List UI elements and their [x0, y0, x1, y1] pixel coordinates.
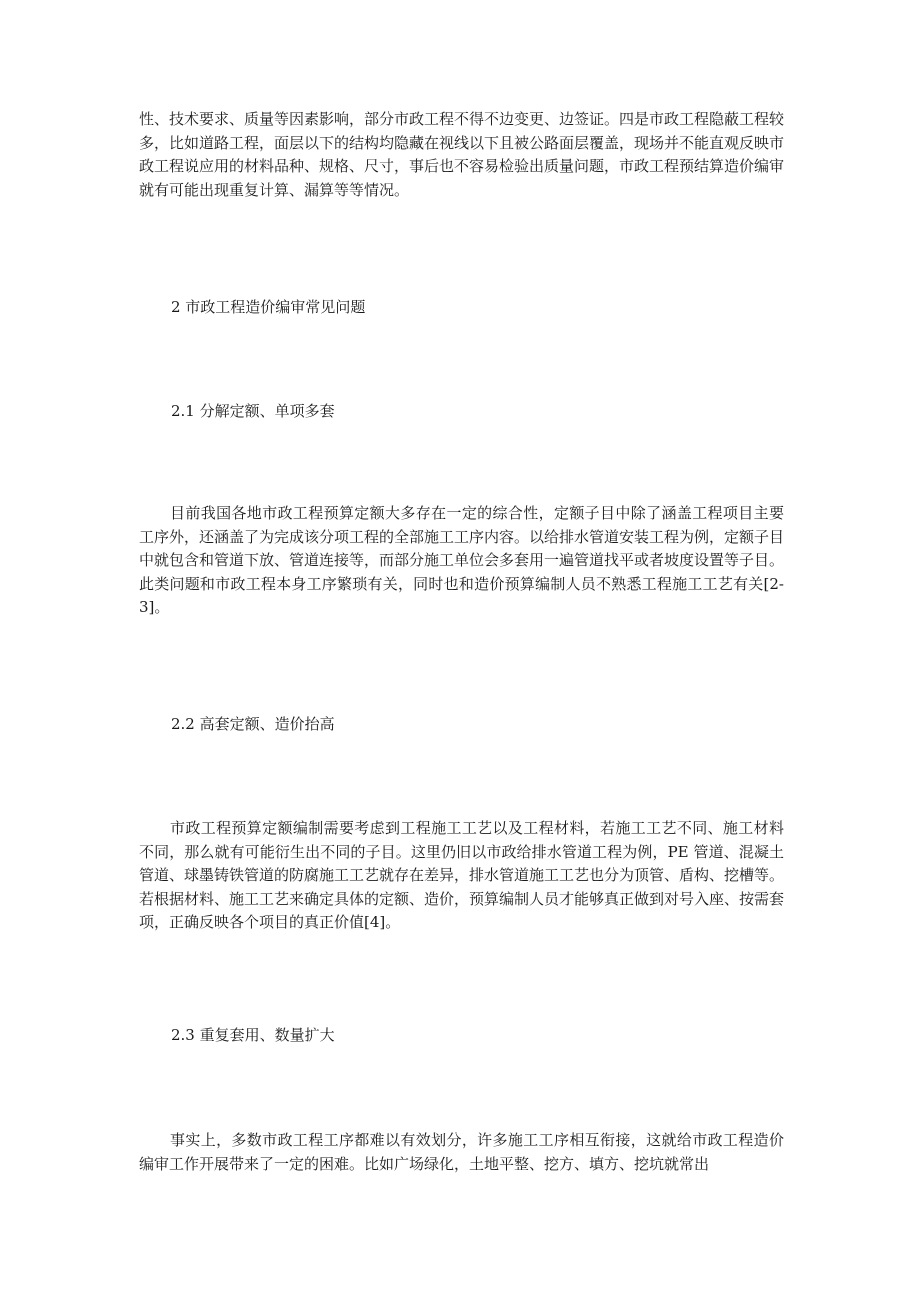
subsection-heading: 2.1 分解定额、单项多套 [171, 402, 335, 420]
body-paragraph: 性、技术要求、质量等因素影响，部分市政工程不得不边变更、边签证。四是市政工程隐蔽工程较多，比如道路工程，面层以下的结构均隐藏在视线以下且被公路面层覆盖，现场并不能直观反映市政工程说应用的材料品种、规格、尺寸，事后也不容易检验出质量问题，市政工程预结算造价编审就有可能出现重复计算、漏算等等情况。 [139, 110, 785, 199]
body-paragraph: 目前我国各地市政工程预算定额大多存在一定的综合性，定额子目中除了涵盖工程项目主要工序外，还涵盖了为完成该分项工程的全部施工工序内容。以给排水管道安装工程为例，定额子目中就包含和管道下放、管道连接等，而部分施工单位会多套用一遍管道找平或者坡度设置等子目。此类问题和市政工程本身工序繁琐有关，同时也和造价预算编制人员不熟悉工程施工工艺有关[2-3]。 [139, 504, 785, 616]
subsection-heading: 2.3 重复套用、数量扩大 [171, 1026, 335, 1044]
section-heading: 2 市政工程造价编审常见问题 [171, 298, 366, 316]
body-paragraph: 市政工程预算定额编制需要考虑到工程施工工艺以及工程材料，若施工工艺不同、施工材料不同，那么就有可能衍生出不同的子目。这里仍旧以市政给排水管道工程为例，PE 管道、混凝土管道、球墨铸铁管道的防腐施工工艺就存在差异，排水管道施工工艺也分为顶管、盾构、挖槽等。若根据材料、施工工艺来确定具体的定额、造价，预算编制人员才能够真正做到对号入座、按需套项，正确反映各个项目的真正价值[4]。 [139, 819, 785, 931]
subsection-heading: 2.2 高套定额、造价抬高 [171, 715, 335, 733]
body-paragraph: 事实上，多数市政工程工序都难以有效划分，许多施工工序相互衔接，这就给市政工程造价编审工作开展带来了一定的困难。比如广场绿化，土地平整、挖方、填方、挖坑就常出 [139, 1131, 784, 1173]
